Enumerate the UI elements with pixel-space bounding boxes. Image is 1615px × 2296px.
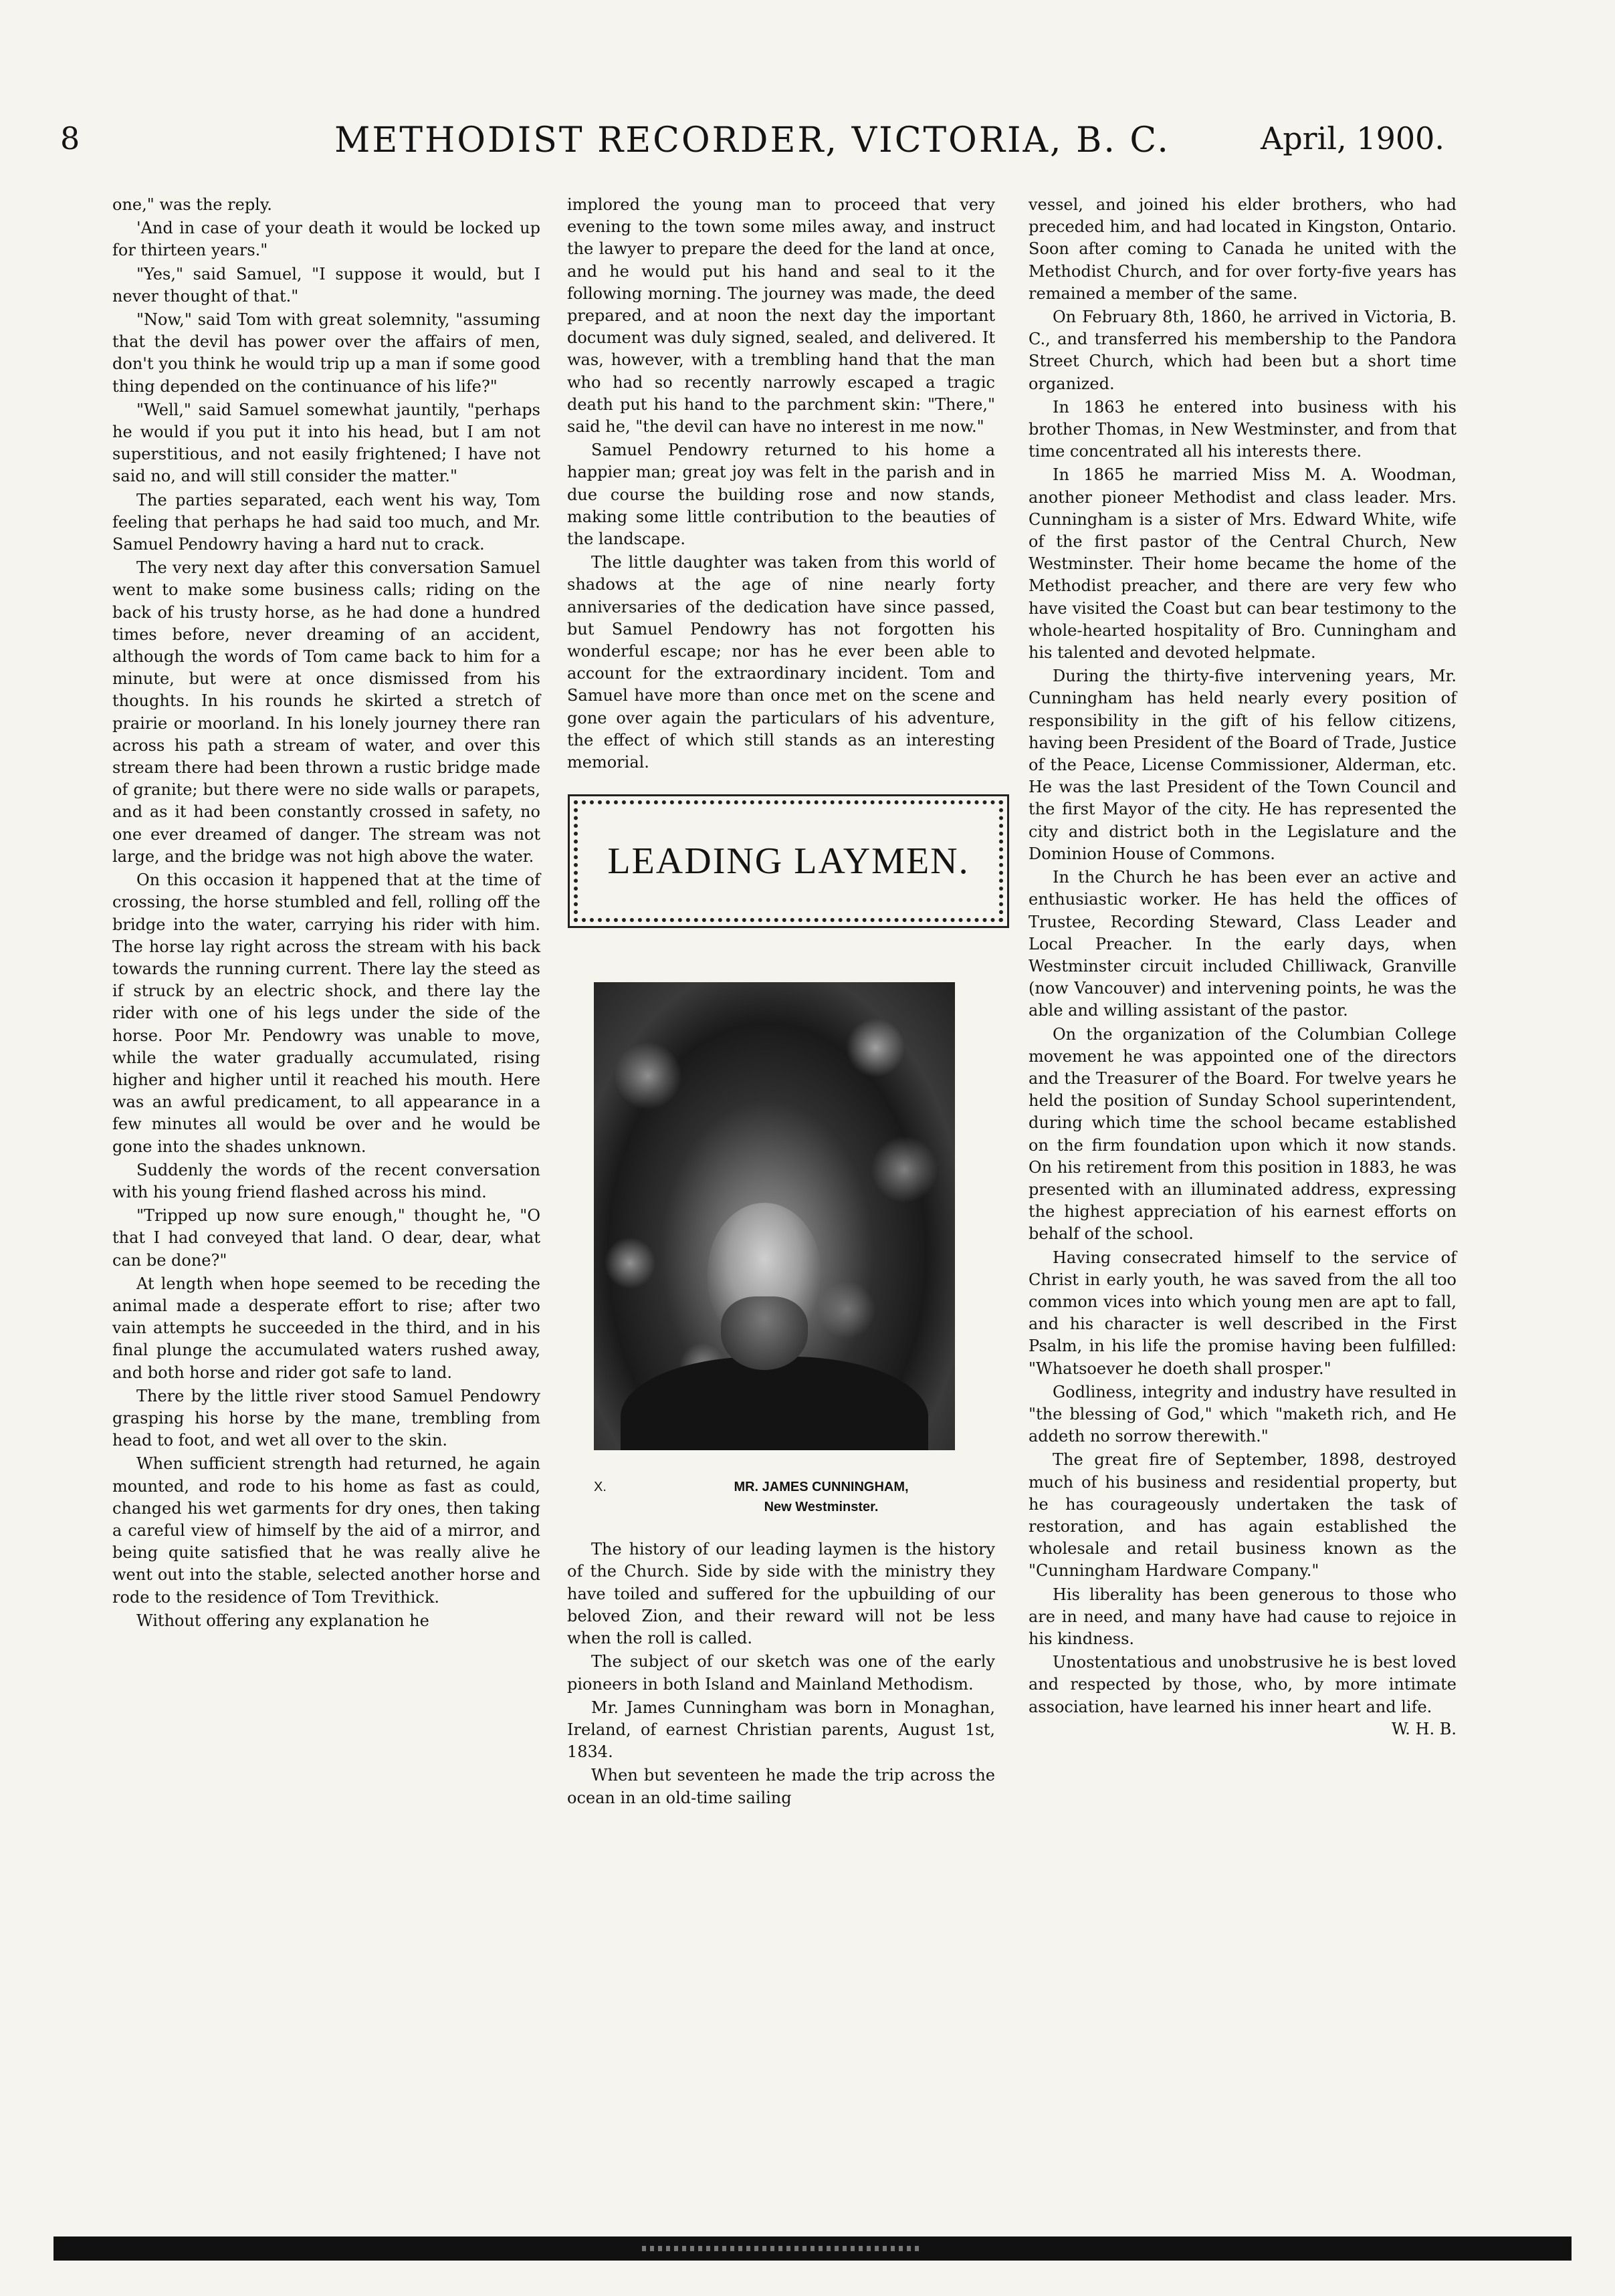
caption-place: New Westminster.: [764, 1500, 879, 1515]
section-title: LEADING LAYMEN.: [607, 840, 970, 882]
paragraph: The subject of our sketch was one of the early pioneers in both Island and Mainland Methodism.: [567, 1652, 995, 1694]
paragraph: "Yes," said Samuel, "I suppose it would, but I never thought of that.": [112, 264, 540, 306]
paragraph: "Tripped up now sure enough," thought he, "O that I had conveyed that land. O dear, dear, what can be done?": [112, 1206, 540, 1270]
paragraph: The great fire of September, 1898, destroyed much of his business and residential property, but he has courageously undertaken the task of restoration, and has again established the wholesale and retail business known as the "Cunningham Hardware Company.": [1029, 1450, 1457, 1581]
portrait-beard: [721, 1296, 808, 1370]
publication-title: METHODIST RECORDER, VICTORIA, B. C.: [334, 120, 1170, 160]
paragraph: On this occasion it happened that at the time of crossing, the horse stumbled and fell, rolling off the bridge into the water, carrying his rider with him. The horse lay right across the stream with his back towards the running current. There lay the steed as if struck by an electric shock, and there lay the rider with one of his legs under the side of the horse. Poor Mr. Pendowry was unable to move, while the water gradually accumulated, rising higher and higher until it reached his mouth. Here was an awful predicament, to all appearance in a few minutes all would be over and he would be gone into the shades unknown.: [112, 871, 540, 1156]
page-number: 8: [60, 120, 80, 156]
paragraph: Samuel Pendowry returned to his home a happier man; great joy was felt in the parish and in due course the building rose and now stands, making some little contribution to the beauties of the landscape.: [567, 441, 995, 549]
paragraph: vessel, and joined his elder brothers, who had preceded him, and had located in Kingston, Ontario. Soon after coming to Canada he united with the Methodist Church, and for over forty-five years has remained a member of the same.: [1029, 195, 1457, 303]
scan-bottom-border: [53, 2236, 1572, 2261]
paragraph: In the Church he has been ever an active and enthusiastic worker. He has held the offices of Trustee, Recording Steward, Class Leader and Local Preacher. In the early days, when Westminster circuit included Chilliwack, Granville (now Vancouver) and intervening points, he was the able and willing assistant of the pastor.: [1029, 868, 1457, 1020]
paragraph: "Well," said Samuel somewhat jauntily, "perhaps he would if you put it into his head, but I am not superstitious, and not easily frightened; I have not said no, and will still consider the matter.": [112, 400, 540, 486]
issue-date: April, 1900.: [1260, 120, 1444, 156]
paragraph: There by the little river stood Samuel Pendowry grasping his horse by the mane, trembling from head to foot, and wet all over to the skin.: [112, 1386, 540, 1450]
paragraph: On February 8th, 1860, he arrived in Victoria, B. C., and transferred his membership to the Pandora Street Church, which had been but a short time organized.: [1029, 308, 1457, 393]
paragraph: The very next day after this conversation Samuel went to make some business calls; riding on the back of his trusty horse, as he had done a hundred times before, never dreaming of an accident, although the words of Tom came back to him for a minute, but were at once dismissed from his thoughts. In his rounds he skirted a stretch of prairie or moorland. In his lonely journey there ran across his path a stream of water, and over this stream there had been thrown a rustic bridge made of granite; but there were no side walls or parapets, and as it had been constantly crossed in safety, no one ever dreamed of danger. The stream was not large, and the bridge was not high above the water.: [112, 558, 540, 866]
page-header: [53, 114, 1451, 174]
paragraph: "Now," said Tom with great solemnity, "assuming that the devil has power over the affairs of men, don't you think he would trip up a man if some good thing depended on the continuance of his life?": [112, 310, 540, 396]
caption-marker: X.: [594, 1480, 607, 1495]
paragraph-text: Unostentatious and unobstrusive he is best loved and respected by those, who, by more intimate association, have learned his inner heart and life.: [1029, 1653, 1457, 1716]
paragraph: Suddenly the words of the recent conversation with his young friend flashed across his mind.: [112, 1160, 540, 1201]
paragraph: 'And in case of your death it would be locked up for thirteen years.": [112, 219, 540, 260]
paragraph: [1029, 1651, 1457, 1738]
author-signature: W. H. B.: [1391, 1719, 1457, 1738]
paragraph: During the thirty-five intervening years, Mr. Cunningham has held nearly every position of responsibility in the gift of his fellow citizens, having been President of the Board of Trade, Justice of the Peace, License Commissioner, Alderman, etc. He was the last President of the Town Council and the first Mayor of the city. He has represented the city and district both in the Legislature and the Dominion House of Commons.: [1029, 667, 1457, 863]
paragraph: Godliness, integrity and industry have resulted in "the blessing of God," which "maketh rich, and He addeth no sorrow therewith.": [1029, 1382, 1457, 1446]
paragraph: In 1865 he married Miss M. A. Woodman, another pioneer Methodist and class leader. Mrs. Cunningham is a sister of Mrs. Edward White, wife of the first pastor of the Central Church, New Westminster. Their home became the home of the Methodist preacher, and there are very few who have visited the Coast but can bear testimony to the whole-hearted hospitality of Bro. Cunningham and his talented and devoted helpmate.: [1029, 465, 1457, 663]
paragraph: implored the young man to proceed that very evening to the town some miles away, and instruct the lawyer to prepare the deed for the land at once, and he would put his hand and seal to it the following morning. The journey was made, the deed prepared, and at noon the next day the important document was duly signed, sealed, and delivered. It was, however, with a trembling hand that the man who had so recently narrowly escaped a tragic death put his hand to the parchment skin: "There," said he, "the devil can have no interest in me now.": [567, 195, 995, 437]
paragraph: Mr. James Cunningham was born in Monaghan, Ireland, of earnest Christian parents, August 1st, 1834.: [567, 1698, 995, 1762]
section-heading-box: [574, 800, 1003, 922]
paragraph: His liberality has been generous to those who are in need, and many have had cause to rejoice in his kindness.: [1029, 1585, 1457, 1648]
paragraph: The little daughter was taken from this world of shadows at the age of nine nearly forty anniversaries of the dedication have since passed, but Samuel Pendowry has not forgotten his wonderful escape; nor has he ever been able to account for the extraordinary incident. Tom and Samuel have more than once met on the scene and gone over again the particulars of his adventure, the effect of which still stands as an interesting memorial.: [567, 553, 995, 772]
paragraph: one," was the reply.: [112, 195, 272, 214]
paragraph: At length when hope seemed to be receding the animal made a desperate effort to rise; after two vain attempts he succeeded in the third, and in his final plunge the accumulated waters rushed away, and both horse and rider got safe to land.: [112, 1274, 540, 1382]
portrait-photo: [594, 982, 955, 1450]
photo-caption: [567, 1477, 995, 1518]
column-2: [567, 194, 995, 1811]
paragraph: In 1863 he entered into business with his brother Thomas, in New Westminster, and from that time concentrated all his interests there.: [1029, 397, 1457, 461]
paragraph: The parties separated, each went his way, Tom feeling that perhaps he had said too much, and Mr. Samuel Pendowry having a hard nut to crack.: [112, 490, 540, 554]
paragraph: Without offering any explanation he: [136, 1611, 429, 1630]
paragraph: On the organization of the Columbian College movement he was appointed one of the directors and the Treasurer of the Board. For twelve years he held the position of Sunday School superintendent, during which time the school became established on the firm foundation upon which it now stands. On his retirement from this position in 1883, he was presented with an illuminated address, expressing the highest appreciation of his earnest efforts on behalf of the school.: [1029, 1024, 1457, 1244]
caption-name: MR. JAMES CUNNINGHAM,: [734, 1480, 909, 1495]
paragraph: When but seventeen he made the trip across the ocean in an old-time sailing: [567, 1766, 995, 1807]
paragraph: The history of our leading laymen is the history of the Church. Side by side with the ministry they have toiled and suffered for the upbuilding of our beloved Zion, and their reward will not be less when the roll is called.: [567, 1540, 995, 1648]
paragraph: When sufficient strength had returned, he again mounted, and rode to his home as fast as could, changed his wet garments for dry ones, then taking a careful view of himself by the aid of a mirror, and being quite satisfied that he was really alive he went out into the stable, selected another horse and rode to the residence of Tom Trevithick.: [112, 1454, 540, 1607]
column-3: [1029, 194, 1457, 1740]
paragraph: Having consecrated himself to the service of Christ in early youth, he was saved from the all too common vices into which young men are apt to fall, and his character is well described in the First Psalm, in his life the promise having been fulfilled: "Whatsoever he doeth shall prosper.": [1029, 1248, 1457, 1378]
column-1: [112, 194, 540, 1633]
